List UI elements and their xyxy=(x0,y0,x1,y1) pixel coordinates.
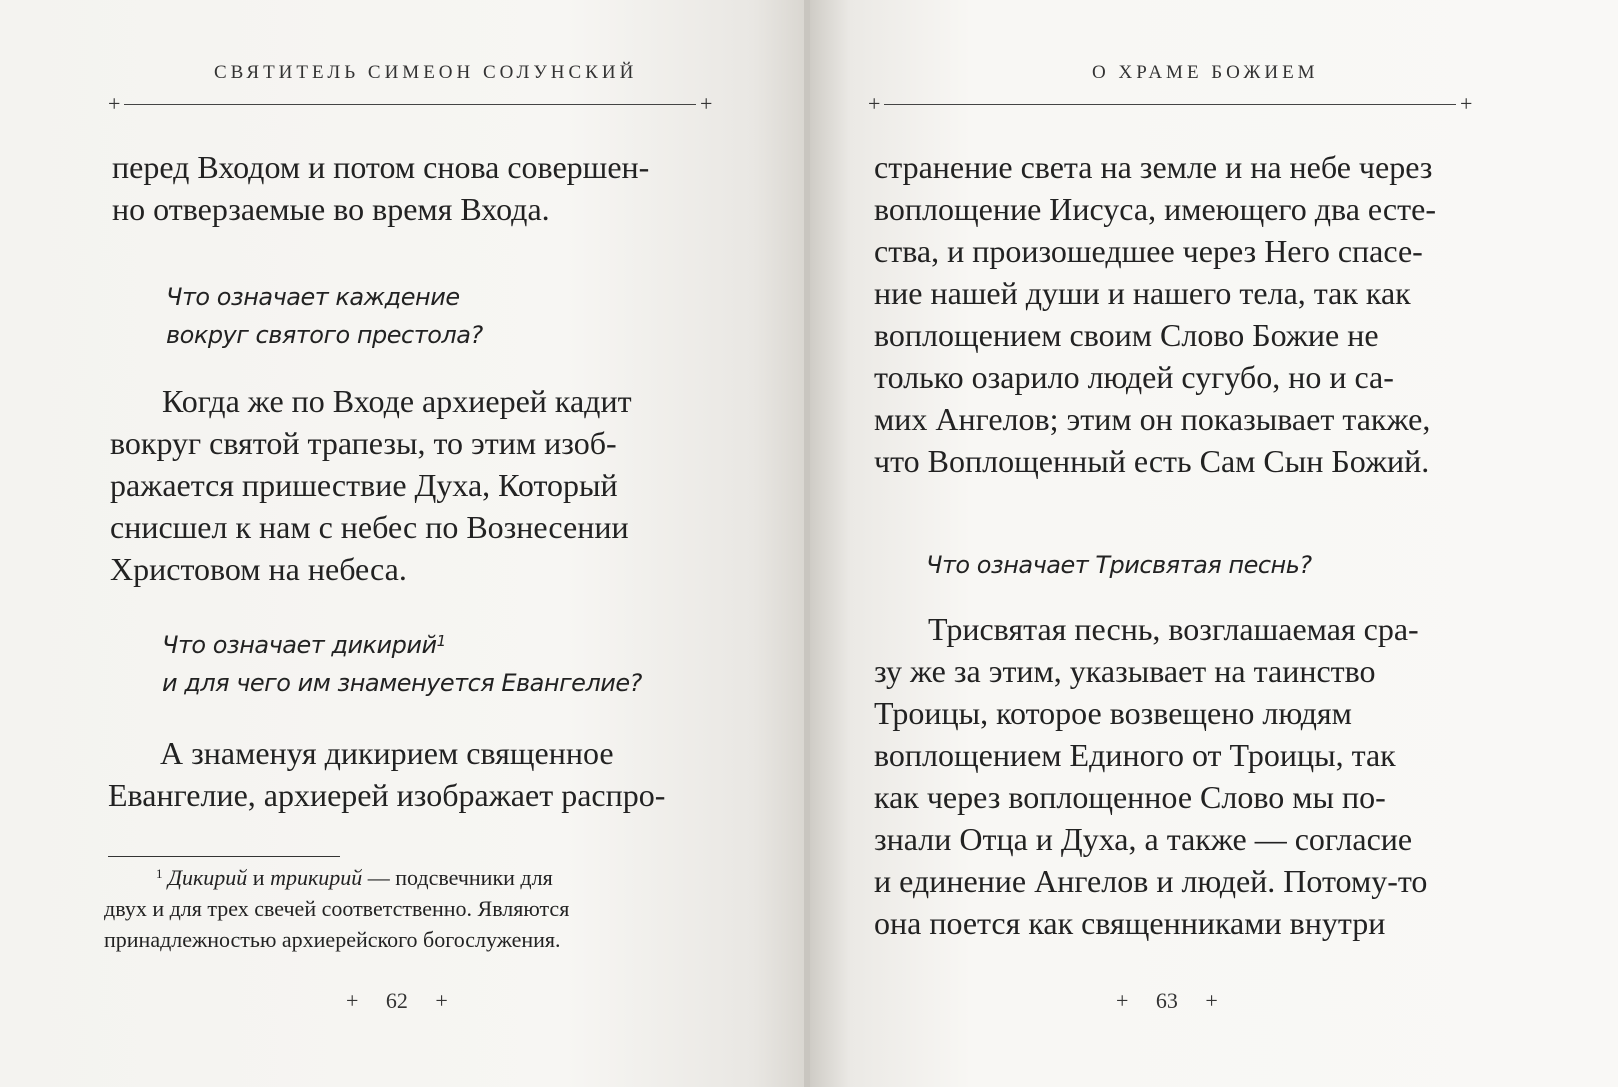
footnote-rule xyxy=(108,856,340,857)
text-line: снисшел к нам с небес по Вознесении xyxy=(110,509,629,545)
ornament-cross-icon: + xyxy=(700,91,713,116)
text-line: Трисвятая песнь, возглашаемая сра- xyxy=(928,611,1419,647)
text-line: вокруг святой трапезы, то этим изоб- xyxy=(110,425,617,461)
footnote xyxy=(104,862,706,955)
answer-paragraph xyxy=(110,380,710,590)
footnote-line: $^1$ Дикирий и трикирий — подсвечники для xyxy=(156,865,553,890)
page-number-left xyxy=(346,988,448,1014)
text-line: Когда же по Входе архиерей кадит xyxy=(162,383,632,419)
text-line: ние нашей души и нашего тела, так как xyxy=(874,275,1411,311)
footnote-line: принадлежностью архиерейского богослужения. xyxy=(104,927,561,952)
ornament-cross-icon: + xyxy=(1460,91,1473,116)
text-line: и единение Ангелов и людей. Потому-то xyxy=(874,863,1428,899)
question-heading xyxy=(926,546,1312,584)
continued-text xyxy=(112,146,712,230)
right-page xyxy=(810,0,1618,1087)
text-line: Евангелие, архиерей изображает распро- xyxy=(108,777,666,813)
question-line: Что означает Трисвятая песнь? xyxy=(926,551,1312,579)
header-rule xyxy=(884,104,1456,105)
footnote-marker[interactable]: 1 xyxy=(436,632,446,650)
question-heading xyxy=(166,278,483,354)
ornament-cross-icon: + xyxy=(435,988,448,1013)
question-heading xyxy=(162,626,642,702)
text-line: что Воплощенный есть Сам Сын Божий. xyxy=(874,443,1430,479)
text-line: знали Отца и Духа, а также — согласие xyxy=(874,821,1413,857)
text-line: перед Входом и потом снова совершен- xyxy=(112,149,650,185)
answer-paragraph xyxy=(108,732,708,816)
continued-text xyxy=(874,146,1494,482)
running-header-left: СВЯТИТЕЛЬ СИМЕОН СОЛУНСКИЙ xyxy=(214,62,638,83)
text-line: только озарило людей сугубо, но и са- xyxy=(874,359,1394,395)
footnote-line: двух и для трех свечей соответственно. Являются xyxy=(104,896,570,921)
page-number: 62 xyxy=(385,988,408,1013)
text-line: но отверзаемые во время Входа. xyxy=(112,191,550,227)
text-line: ражается пришествие Духа, Который xyxy=(110,467,618,503)
question-line: Что означает дикирий$^1$ xyxy=(162,631,446,659)
ornament-cross-icon: + xyxy=(1205,988,1218,1013)
ornament-cross-icon: + xyxy=(1116,988,1129,1013)
text-line: ства, и произошедшее через Него спасе- xyxy=(874,233,1423,269)
text-line: зу же за этим, указывает на таинство xyxy=(874,653,1376,689)
header-rule xyxy=(124,104,696,105)
text-line: А знаменуя дикирием священное xyxy=(160,735,614,771)
text-line: воплощением своим Слово Божие не xyxy=(874,317,1379,353)
ornament-cross-icon: + xyxy=(346,988,359,1013)
text-line: как через воплощенное Слово мы по- xyxy=(874,779,1386,815)
question-line: Что означает каждение xyxy=(166,283,460,311)
ornament-cross-icon: + xyxy=(868,91,881,116)
text-line: она поется как священниками внутри xyxy=(874,905,1386,941)
text-line: мих Ангелов; этим он показывает также, xyxy=(874,401,1431,437)
question-line: и для чего им знаменуется Евангелие? xyxy=(162,669,642,697)
running-header-right: О ХРАМЕ БОЖИЕМ xyxy=(1092,62,1319,83)
text-line: Троицы, которое возвещено людям xyxy=(874,695,1352,731)
text-line: странение света на земле и на небе через xyxy=(874,149,1433,185)
text-line: воплощение Иисуса, имеющего два есте- xyxy=(874,191,1436,227)
question-line: вокруг святого престола? xyxy=(166,321,483,349)
answer-paragraph xyxy=(874,608,1494,944)
page-number: 63 xyxy=(1155,988,1178,1013)
ornament-cross-icon: + xyxy=(108,91,121,116)
text-line: Христовом на небеса. xyxy=(110,551,407,587)
page-number-right xyxy=(1116,988,1218,1014)
text-line: воплощением Единого от Троицы, так xyxy=(874,737,1396,773)
